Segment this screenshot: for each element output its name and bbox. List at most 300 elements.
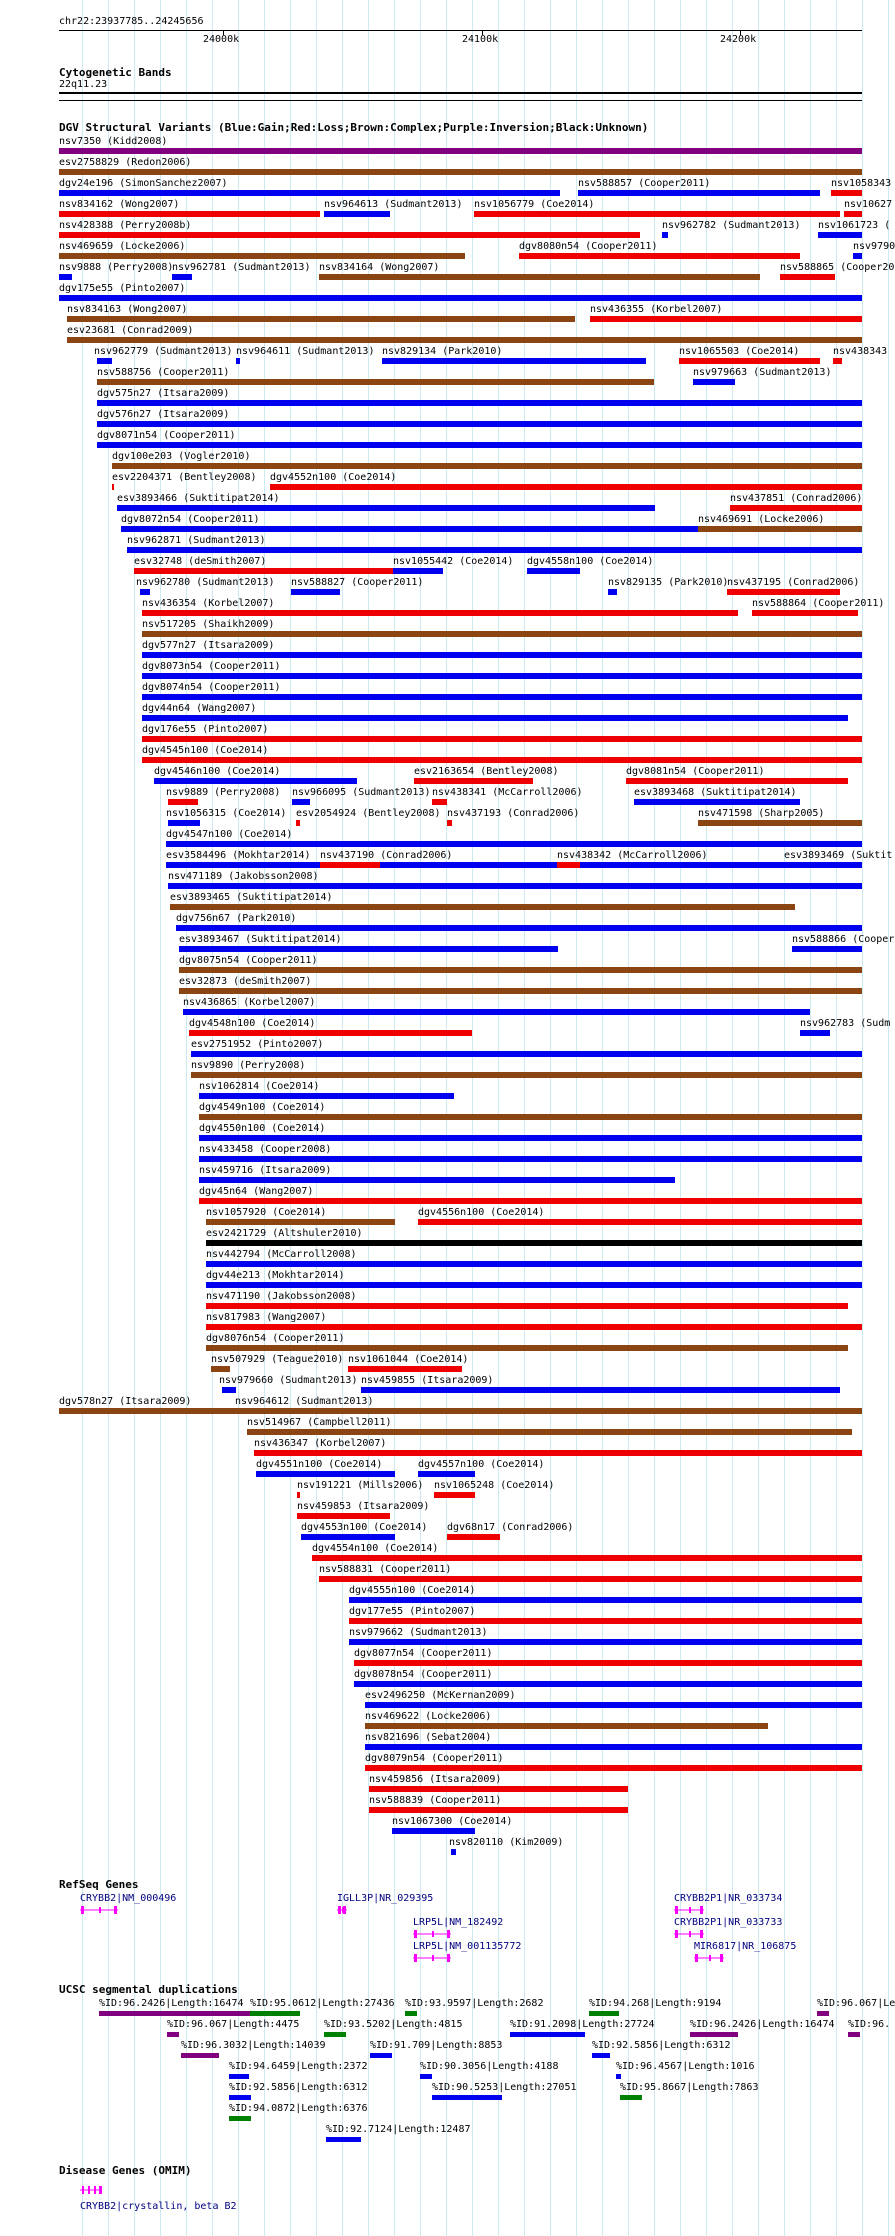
variant-bar[interactable] bbox=[199, 1156, 862, 1162]
variant-bar[interactable] bbox=[784, 862, 862, 868]
variant-bar[interactable] bbox=[142, 694, 862, 700]
segdup-bar[interactable] bbox=[326, 2137, 361, 2142]
segdup-bar[interactable] bbox=[181, 2053, 219, 2058]
variant-label: dgv8076n54 (Cooper2011) bbox=[206, 1333, 345, 1344]
variant-bar[interactable] bbox=[698, 820, 862, 826]
variant-label: nsv588865 (Cooper20 bbox=[780, 262, 895, 273]
gene-structure-icon bbox=[674, 1930, 704, 1938]
variant-label: nsv834162 (Wong2007) bbox=[59, 199, 180, 210]
segdup-label: %ID:91.2098|Length:27724 bbox=[510, 2019, 655, 2030]
variant-bar[interactable] bbox=[142, 757, 862, 763]
segdup-label: %ID:96.4567|Length:1016 bbox=[616, 2061, 755, 2072]
variant-bar[interactable] bbox=[432, 799, 447, 805]
variant-label: nsv588839 (Cooper2011) bbox=[369, 1795, 502, 1806]
location-label: chr22:23937785..24245656 bbox=[59, 16, 204, 27]
variant-bar[interactable] bbox=[97, 421, 862, 427]
variant-label: nsv469622 (Locke2006) bbox=[365, 1711, 492, 1722]
variant-bar[interactable] bbox=[369, 1807, 628, 1813]
variant-label: nsv428388 (Perry2008b) bbox=[59, 220, 192, 231]
variant-label: nsv191221 (Mills2006) bbox=[297, 1480, 424, 1491]
ruler-tick-label: 24200k bbox=[720, 34, 757, 45]
variant-bar[interactable] bbox=[206, 1219, 395, 1225]
variant-bar[interactable] bbox=[296, 820, 300, 826]
segdup-label: %ID:92.7124|Length:12487 bbox=[326, 2124, 471, 2135]
segdup-bar[interactable] bbox=[589, 2011, 619, 2016]
gene-label: MIR6817|NR_106875 bbox=[694, 1941, 797, 1952]
variant-label: dgv4557n100 (Coe2014) bbox=[418, 1459, 545, 1470]
variant-label: nsv834163 (Wong2007) bbox=[67, 304, 188, 315]
variant-label: dgv176e55 (Pinto2007) bbox=[142, 724, 269, 735]
variant-label: nsv588864 (Cooper2011) bbox=[752, 598, 885, 609]
variant-label: dgv8072n54 (Cooper2011) bbox=[121, 514, 260, 525]
variant-label: nsv9889 (Perry2008) bbox=[166, 787, 281, 798]
variant-bar[interactable] bbox=[312, 1555, 862, 1561]
variant-bar[interactable] bbox=[154, 778, 357, 784]
variant-bar[interactable] bbox=[112, 463, 862, 469]
segdup-bar[interactable] bbox=[510, 2032, 585, 2037]
variant-bar[interactable] bbox=[222, 1387, 236, 1393]
variant-label: nsv979663 (Sudmant2013) bbox=[693, 367, 832, 378]
variant-bar[interactable] bbox=[319, 274, 760, 280]
variant-bar[interactable] bbox=[752, 610, 858, 616]
variant-bar[interactable] bbox=[59, 211, 320, 217]
variant-bar[interactable] bbox=[168, 883, 862, 889]
variant-label: dgv4556n100 (Coe2014) bbox=[418, 1207, 545, 1218]
variant-label: nsv962780 (Sudmant2013) bbox=[136, 577, 275, 588]
gene-label: LRP5L|NM_182492 bbox=[413, 1917, 504, 1928]
variant-bar[interactable] bbox=[301, 1534, 395, 1540]
variant-bar[interactable] bbox=[142, 736, 862, 742]
variant-bar[interactable] bbox=[361, 1387, 840, 1393]
variant-label: esv2421729 (Altshuler2010) bbox=[206, 1228, 363, 1239]
variant-label: esv23681 (Conrad2009) bbox=[67, 325, 194, 336]
variant-bar[interactable] bbox=[354, 1681, 862, 1687]
variant-label: dgv8078n54 (Cooper2011) bbox=[354, 1669, 493, 1680]
variant-label: dgv4546n100 (Coe2014) bbox=[154, 766, 281, 777]
segdup-label: %ID:95.0612|Length:27436 bbox=[250, 1998, 395, 2009]
variant-bar[interactable] bbox=[349, 1639, 862, 1645]
variant-label: nsv436347 (Korbel2007) bbox=[254, 1438, 387, 1449]
variant-label: nsv820110 (Kim2009) bbox=[449, 1837, 564, 1848]
variant-bar[interactable] bbox=[206, 1324, 862, 1330]
variant-label: dgv8079n54 (Cooper2011) bbox=[365, 1753, 504, 1764]
variant-bar[interactable] bbox=[324, 211, 390, 217]
variant-label: nsv979662 (Sudmant2013) bbox=[349, 1627, 488, 1638]
variant-label: nsv442794 (McCarroll2008) bbox=[206, 1249, 357, 1260]
variant-bar[interactable] bbox=[365, 1702, 862, 1708]
variant-bar[interactable] bbox=[117, 505, 655, 511]
variant-label: nsv1067300 (Coe2014) bbox=[392, 1816, 513, 1827]
variant-bar[interactable] bbox=[142, 610, 738, 616]
variant-bar[interactable] bbox=[626, 778, 848, 784]
variant-bar[interactable] bbox=[59, 295, 862, 301]
variant-label: nsv436865 (Korbel2007) bbox=[183, 997, 316, 1008]
cytoband-label: 22q11.23 bbox=[59, 79, 108, 90]
track-title-segdup: UCSC segmental duplications bbox=[59, 1983, 238, 1996]
variant-bar[interactable] bbox=[176, 925, 862, 931]
variant-bar[interactable] bbox=[199, 1198, 862, 1204]
variant-bar[interactable] bbox=[206, 1282, 862, 1288]
variant-label: dgv8074n54 (Cooper2011) bbox=[142, 682, 281, 693]
variant-bar[interactable] bbox=[392, 1828, 475, 1834]
variant-bar[interactable] bbox=[844, 211, 862, 217]
variant-bar[interactable] bbox=[727, 589, 840, 595]
variant-bar[interactable] bbox=[818, 232, 862, 238]
variant-bar[interactable] bbox=[348, 1366, 462, 1372]
variant-label: dgv4550n100 (Coe2014) bbox=[199, 1123, 326, 1134]
variant-label: nsv1058343 bbox=[831, 178, 892, 189]
variant-bar[interactable] bbox=[291, 589, 340, 595]
variant-label: dgv4558n100 (Coe2014) bbox=[527, 556, 654, 567]
ruler-line bbox=[59, 30, 862, 31]
variant-label: nsv817983 (Wang2007) bbox=[206, 1312, 327, 1323]
variant-bar[interactable] bbox=[853, 253, 862, 259]
variant-bar[interactable] bbox=[557, 862, 580, 868]
variant-label: dgv8073n54 (Cooper2011) bbox=[142, 661, 281, 672]
gene-glyph[interactable] bbox=[337, 1906, 347, 1914]
variant-label: dgv756n67 (Park2010) bbox=[176, 913, 297, 924]
variant-bar[interactable] bbox=[297, 1513, 390, 1519]
variant-label: dgv45n64 (Wang2007) bbox=[199, 1186, 314, 1197]
variant-bar[interactable] bbox=[59, 1408, 862, 1414]
gene-glyph[interactable] bbox=[674, 1906, 704, 1914]
variant-bar[interactable] bbox=[97, 379, 654, 385]
segdup-label: %ID:96.3032|Length:14039 bbox=[181, 2040, 326, 2051]
variant-bar[interactable] bbox=[97, 400, 862, 406]
variant-bar[interactable] bbox=[833, 358, 842, 364]
variant-bar[interactable] bbox=[578, 190, 820, 196]
variant-label: dgv576n27 (Itsara2009) bbox=[97, 409, 230, 420]
variant-bar[interactable] bbox=[382, 358, 646, 364]
variant-label: nsv438343 bbox=[833, 346, 888, 357]
variant-label: dgv4545n100 (Coe2014) bbox=[142, 745, 269, 756]
variant-label: dgv100e203 (Vogler2010) bbox=[112, 451, 251, 462]
variant-bar[interactable] bbox=[256, 1471, 395, 1477]
variant-bar[interactable] bbox=[414, 778, 533, 784]
segdup-bar[interactable] bbox=[250, 2011, 300, 2016]
variant-bar[interactable] bbox=[297, 1492, 300, 1498]
variant-bar[interactable] bbox=[354, 1660, 862, 1666]
variant-bar[interactable] bbox=[97, 358, 112, 364]
gene-glyph[interactable] bbox=[413, 1930, 451, 1938]
variant-bar[interactable] bbox=[67, 316, 575, 322]
track-title-refseq: RefSeq Genes bbox=[59, 1878, 139, 1891]
variant-label: dgv4553n100 (Coe2014) bbox=[301, 1522, 428, 1533]
variant-bar[interactable] bbox=[434, 1492, 475, 1498]
variant-bar[interactable] bbox=[206, 1345, 848, 1351]
segdup-bar[interactable] bbox=[690, 2032, 738, 2037]
segdup-label: %ID:96.2426|Length:16474 bbox=[690, 2019, 835, 2030]
segdup-bar[interactable] bbox=[229, 2074, 249, 2079]
variant-bar[interactable] bbox=[142, 673, 862, 679]
segdup-label: %ID:94.0872|Length:6376 bbox=[229, 2103, 368, 2114]
variant-label: esv3893465 (Suktitipat2014) bbox=[170, 892, 333, 903]
variant-bar[interactable] bbox=[590, 316, 862, 322]
variant-bar[interactable] bbox=[393, 568, 443, 574]
variant-bar[interactable] bbox=[349, 1597, 862, 1603]
segdup-label: %ID:94.268|Length:9194 bbox=[589, 1998, 722, 2009]
variant-bar[interactable] bbox=[170, 904, 795, 910]
segdup-bar[interactable] bbox=[592, 2053, 610, 2058]
variant-bar[interactable] bbox=[140, 589, 150, 595]
segdup-bar[interactable] bbox=[324, 2032, 346, 2037]
variant-label: nsv962781 (Sudmant2013) bbox=[172, 262, 311, 273]
segdup-label: %ID:96.067|Le bbox=[817, 1998, 895, 2009]
variant-label: esv2751952 (Pinto2007) bbox=[191, 1039, 324, 1050]
variant-bar[interactable] bbox=[418, 1471, 475, 1477]
grid-line bbox=[862, 0, 863, 2236]
variant-bar[interactable] bbox=[365, 1723, 768, 1729]
variant-label: nsv469691 (Locke2006) bbox=[698, 514, 825, 525]
variant-label: nsv459855 (Itsara2009) bbox=[361, 1375, 494, 1386]
gene-label: CRYBB2P1|NR_033733 bbox=[674, 1917, 783, 1928]
variant-label: dgv578n27 (Itsara2009) bbox=[59, 1396, 192, 1407]
variant-label: nsv1057920 (Coe2014) bbox=[206, 1207, 327, 1218]
variant-bar[interactable] bbox=[168, 799, 198, 805]
variant-bar[interactable] bbox=[97, 442, 862, 448]
variant-bar[interactable] bbox=[206, 1303, 848, 1309]
variant-label: dgv44e213 (Mokhtar2014) bbox=[206, 1270, 345, 1281]
variant-bar[interactable] bbox=[662, 232, 668, 238]
variant-label: nsv966095 (Sudmant2013) bbox=[292, 787, 431, 798]
variant-bar[interactable] bbox=[365, 1765, 862, 1771]
variant-label: nsv964612 (Sudmant2013) bbox=[235, 1396, 374, 1407]
variant-label: nsv1061044 (Coe2014) bbox=[348, 1354, 469, 1365]
segdup-label: %ID:95.8667|Length:7863 bbox=[620, 2082, 759, 2093]
variant-bar[interactable] bbox=[59, 232, 640, 238]
variant-label: dgv68n17 (Conrad2006) bbox=[447, 1522, 574, 1533]
segdup-bar[interactable] bbox=[420, 2074, 432, 2079]
variant-label: dgv175e55 (Pinto2007) bbox=[59, 283, 186, 294]
variant-bar[interactable] bbox=[67, 337, 862, 343]
variant-bar[interactable] bbox=[179, 988, 862, 994]
variant-label: esv2496250 (McKernan2009) bbox=[365, 1690, 516, 1701]
variant-label: esv3893469 (Suktit bbox=[784, 850, 893, 861]
variant-label: nsv437851 (Conrad2006) bbox=[730, 493, 863, 504]
variant-bar[interactable] bbox=[365, 1744, 862, 1750]
variant-label: nsv962779 (Sudmant2013) bbox=[94, 346, 233, 357]
variant-bar[interactable] bbox=[698, 526, 862, 532]
segdup-bar[interactable] bbox=[817, 2011, 829, 2016]
variant-label: esv32748 (deSmith2007) bbox=[134, 556, 267, 567]
gene-label: LRP5L|NM_001135772 bbox=[413, 1941, 522, 1952]
variant-label: nsv964611 (Sudmant2013) bbox=[236, 346, 375, 357]
variant-bar[interactable] bbox=[183, 1009, 810, 1015]
variant-bar[interactable] bbox=[112, 484, 114, 490]
variant-label: nsv9790 bbox=[853, 241, 895, 252]
segdup-label: %ID:93.9597|Length:2682 bbox=[405, 1998, 544, 2009]
variant-bar[interactable] bbox=[59, 148, 862, 154]
variant-bar[interactable] bbox=[608, 589, 617, 595]
variant-bar[interactable] bbox=[693, 379, 735, 385]
variant-bar[interactable] bbox=[179, 946, 558, 952]
ruler-tick-label: 24000k bbox=[203, 34, 240, 45]
variant-label: nsv821696 (Sebat2004) bbox=[365, 1732, 492, 1743]
variant-label: dgv4555n100 (Coe2014) bbox=[349, 1585, 476, 1596]
variant-bar[interactable] bbox=[211, 1366, 230, 1372]
variant-label: nsv979660 (Sudmant2013) bbox=[219, 1375, 358, 1386]
gene-label: IGLL3P|NR_029395 bbox=[337, 1893, 434, 1904]
variant-bar[interactable] bbox=[206, 1261, 862, 1267]
variant-label: nsv459856 (Itsara2009) bbox=[369, 1774, 502, 1785]
variant-bar[interactable] bbox=[59, 253, 465, 259]
variant-bar[interactable] bbox=[292, 799, 310, 805]
variant-label: nsv437193 (Conrad2006) bbox=[447, 808, 580, 819]
segdup-bar[interactable] bbox=[370, 2053, 392, 2058]
segdup-bar[interactable] bbox=[405, 2011, 417, 2016]
variant-bar[interactable] bbox=[172, 274, 192, 280]
variant-label: nsv471598 (Sharp2005) bbox=[698, 808, 825, 819]
variant-label: dgv577n27 (Itsara2009) bbox=[142, 640, 275, 651]
variant-label: nsv436355 (Korbel2007) bbox=[590, 304, 723, 315]
segdup-label: %ID:96.2426|Length:16474 bbox=[99, 1998, 244, 2009]
variant-label: nsv514967 (Campbell2011) bbox=[247, 1417, 392, 1428]
variant-label: nsv588827 (Cooper2011) bbox=[291, 577, 424, 588]
segdup-bar[interactable] bbox=[229, 2116, 251, 2121]
variant-bar[interactable] bbox=[127, 547, 862, 553]
variant-bar[interactable] bbox=[447, 1534, 500, 1540]
variant-bar[interactable] bbox=[270, 484, 862, 490]
variant-bar[interactable] bbox=[247, 1429, 852, 1435]
variant-label: nsv964613 (Sudmant2013) bbox=[324, 199, 463, 210]
variant-label: dgv4554n100 (Coe2014) bbox=[312, 1543, 439, 1554]
variant-label: esv32873 (deSmith2007) bbox=[179, 976, 312, 987]
variant-bar[interactable] bbox=[191, 1051, 862, 1057]
variant-bar[interactable] bbox=[730, 505, 862, 511]
variant-label: dgv575n27 (Itsara2009) bbox=[97, 388, 230, 399]
gene-structure-icon bbox=[337, 1906, 347, 1914]
variant-bar[interactable] bbox=[418, 1219, 862, 1225]
variant-label: nsv1065248 (Coe2014) bbox=[434, 1480, 555, 1491]
variant-bar[interactable] bbox=[142, 652, 862, 658]
variant-bar[interactable] bbox=[166, 841, 862, 847]
variant-bar[interactable] bbox=[519, 253, 800, 259]
cytoband-bar bbox=[59, 92, 862, 94]
gene-structure-icon bbox=[694, 1954, 724, 1962]
variant-bar[interactable] bbox=[634, 799, 800, 805]
variant-label: nsv459853 (Itsara2009) bbox=[297, 1501, 430, 1512]
gene-glyph[interactable] bbox=[80, 1906, 118, 1914]
variant-label: nsv436354 (Korbel2007) bbox=[142, 598, 275, 609]
variant-label: dgv4551n100 (Coe2014) bbox=[256, 1459, 383, 1470]
variant-label: nsv437190 (Conrad2006) bbox=[320, 850, 453, 861]
variant-bar[interactable] bbox=[179, 967, 862, 973]
segdup-bar[interactable] bbox=[620, 2095, 642, 2100]
variant-bar[interactable] bbox=[236, 358, 240, 364]
variant-label: esv3893466 (Suktitipat2014) bbox=[117, 493, 280, 504]
variant-bar[interactable] bbox=[199, 1093, 454, 1099]
segdup-bar[interactable] bbox=[229, 2095, 251, 2100]
variant-bar[interactable] bbox=[191, 1072, 862, 1078]
variant-bar[interactable] bbox=[527, 568, 580, 574]
segdup-label: %ID:96. bbox=[848, 2019, 891, 2030]
track-separator bbox=[59, 100, 862, 101]
variant-bar[interactable] bbox=[800, 1030, 830, 1036]
gene-structure-icon bbox=[674, 1906, 704, 1914]
variant-bar[interactable] bbox=[792, 946, 862, 952]
variant-label: esv2163654 (Bentley2008) bbox=[414, 766, 559, 777]
variant-bar[interactable] bbox=[59, 190, 560, 196]
variant-bar[interactable] bbox=[447, 820, 452, 826]
variant-label: dgv8075n54 (Cooper2011) bbox=[179, 955, 318, 966]
segdup-bar[interactable] bbox=[848, 2032, 860, 2037]
gene-glyph[interactable] bbox=[674, 1930, 704, 1938]
variant-bar[interactable] bbox=[168, 820, 200, 826]
variant-label: esv2758829 (Redon2006) bbox=[59, 157, 192, 168]
variant-label: nsv962782 (Sudmant2013) bbox=[662, 220, 801, 231]
variant-label: nsv437195 (Conrad2006) bbox=[727, 577, 860, 588]
variant-bar[interactable] bbox=[831, 190, 862, 196]
variant-bar[interactable] bbox=[349, 1618, 862, 1624]
variant-label: nsv7350 (Kidd2008) bbox=[59, 136, 168, 147]
variant-label: dgv177e55 (Pinto2007) bbox=[349, 1606, 476, 1617]
track-title-dgv: DGV Structural Variants (Blue:Gain;Red:Loss;Brown:Complex;Purple:Inversion;Black:Unknown) bbox=[59, 121, 649, 134]
variant-label: nsv9888 (Perry2008) bbox=[59, 262, 174, 273]
variant-label: dgv8071n54 (Cooper2011) bbox=[97, 430, 236, 441]
variant-label: esv3893468 (Suktitipat2014) bbox=[634, 787, 797, 798]
variant-label: nsv1062814 (Coe2014) bbox=[199, 1081, 320, 1092]
omim-gene-glyph[interactable] bbox=[80, 2186, 102, 2194]
variant-bar[interactable] bbox=[199, 1114, 862, 1120]
segdup-label: %ID:91.709|Length:8853 bbox=[370, 2040, 503, 2051]
variant-label: nsv438342 (McCarroll2006) bbox=[557, 850, 708, 861]
variant-bar[interactable] bbox=[189, 1030, 472, 1036]
variant-label: nsv1056779 (Coe2014) bbox=[474, 199, 595, 210]
variant-label: nsv459716 (Itsara2009) bbox=[199, 1165, 332, 1176]
variant-bar[interactable] bbox=[134, 568, 395, 574]
variant-label: dgv4548n100 (Coe2014) bbox=[189, 1018, 316, 1029]
variant-bar[interactable] bbox=[206, 1240, 862, 1246]
variant-label: dgv4547n100 (Coe2014) bbox=[166, 829, 293, 840]
variant-label: nsv1055442 (Coe2014) bbox=[393, 556, 514, 567]
gene-label: CRYBB2P1|NR_033734 bbox=[674, 1893, 783, 1904]
variant-bar[interactable] bbox=[59, 274, 72, 280]
variant-bar[interactable] bbox=[319, 1576, 862, 1582]
segdup-bar[interactable] bbox=[432, 2095, 502, 2100]
variant-label: esv3584496 (Mokhtar2014) bbox=[166, 850, 311, 861]
segdup-bar[interactable] bbox=[99, 2011, 251, 2016]
variant-bar[interactable] bbox=[679, 358, 820, 364]
variant-label: esv3893467 (Suktitipat2014) bbox=[179, 934, 342, 945]
variant-label: nsv438341 (McCarroll2006) bbox=[432, 787, 583, 798]
gene-glyph[interactable] bbox=[413, 1954, 451, 1962]
variant-bar[interactable] bbox=[369, 1786, 628, 1792]
segdup-bar[interactable] bbox=[167, 2032, 179, 2037]
variant-bar[interactable] bbox=[142, 715, 848, 721]
variant-bar[interactable] bbox=[142, 631, 862, 637]
variant-bar[interactable] bbox=[780, 274, 835, 280]
segdup-bar[interactable] bbox=[616, 2074, 621, 2079]
variant-bar[interactable] bbox=[166, 862, 862, 868]
gene-label: CRYBB2|NM_000496 bbox=[80, 1893, 177, 1904]
variant-bar[interactable] bbox=[254, 1450, 862, 1456]
variant-label: dgv24e196 (SimonSanchez2007) bbox=[59, 178, 228, 189]
variant-label: dgv8081n54 (Cooper2011) bbox=[626, 766, 765, 777]
variant-label: nsv1065503 (Coe2014) bbox=[679, 346, 800, 357]
variant-label: dgv4552n100 (Coe2014) bbox=[270, 472, 397, 483]
variant-label: nsv588866 (Cooper bbox=[792, 934, 895, 945]
variant-bar[interactable] bbox=[199, 1177, 675, 1183]
segdup-label: %ID:92.5856|Length:6312 bbox=[592, 2040, 731, 2051]
variant-bar[interactable] bbox=[474, 211, 840, 217]
ruler-tick-label: 24100k bbox=[462, 34, 499, 45]
variant-bar[interactable] bbox=[59, 169, 862, 175]
variant-bar[interactable] bbox=[320, 862, 380, 868]
gene-glyph[interactable] bbox=[694, 1954, 724, 1962]
variant-label: nsv829134 (Park2010) bbox=[382, 346, 503, 357]
variant-bar[interactable] bbox=[199, 1135, 862, 1141]
variant-bar[interactable] bbox=[451, 1849, 456, 1855]
